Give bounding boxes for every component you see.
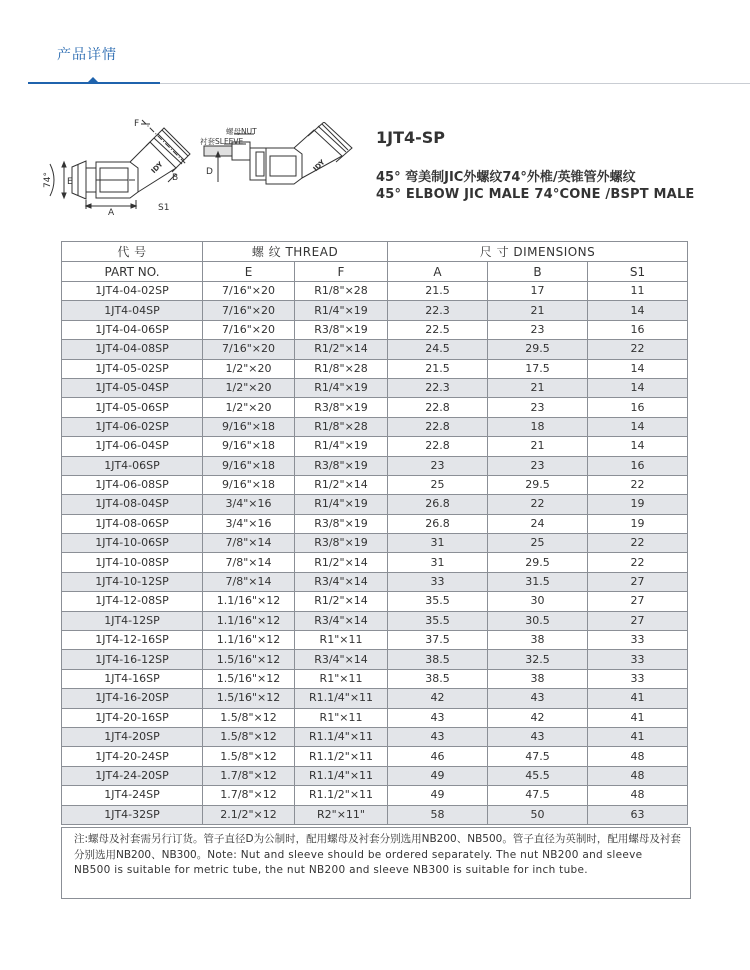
cell-dim-s1: 16	[588, 320, 688, 339]
cell-dim-s1: 63	[588, 805, 688, 824]
cell-thread-e: 1.1/16"×12	[203, 611, 295, 630]
label-a: A	[108, 208, 115, 217]
label-nut: 螺母NUT	[226, 127, 257, 136]
cell-dim-b: 21	[488, 301, 588, 320]
cell-part-no: 1JT4-05-06SP	[62, 398, 203, 417]
cell-part-no: 1JT4-12SP	[62, 611, 203, 630]
cell-thread-f: R1"×11	[295, 708, 388, 727]
table-row	[62, 592, 688, 611]
table-row	[62, 572, 688, 591]
header-a: A	[388, 262, 488, 282]
cell-dim-s1: 22	[588, 340, 688, 359]
cell-thread-e: 1.7/8"×12	[203, 786, 295, 805]
cell-dim-b: 22	[488, 495, 588, 514]
table-row	[62, 786, 688, 805]
cell-part-no: 1JT4-32SP	[62, 805, 203, 824]
cell-dim-b: 43	[488, 689, 588, 708]
cell-dim-b: 17.5	[488, 359, 588, 378]
table-row	[62, 475, 688, 494]
cell-dim-b: 23	[488, 398, 588, 417]
cell-dim-a: 43	[388, 727, 488, 746]
cell-dim-a: 38.5	[388, 650, 488, 669]
product-title-en: 45° ELBOW JIC MALE 74°CONE /BSPT MALE	[376, 187, 695, 202]
cell-thread-f: R2"×11"	[295, 805, 388, 824]
cell-dim-s1: 48	[588, 786, 688, 805]
header-part-cn: 代 号	[62, 242, 203, 262]
cell-dim-b: 21	[488, 437, 588, 456]
cell-part-no: 1JT4-04SP	[62, 301, 203, 320]
cell-thread-f: R1.1/2"×11	[295, 786, 388, 805]
cell-dim-b: 38	[488, 669, 588, 688]
cell-dim-b: 30.5	[488, 611, 588, 630]
header-dimensions: 尺 寸 DIMENSIONS	[388, 242, 688, 262]
cell-dim-a: 49	[388, 786, 488, 805]
cell-thread-f: R3/8"×19	[295, 320, 388, 339]
label-angle: 74°	[43, 172, 53, 188]
cell-thread-e: 3/4"×16	[203, 514, 295, 533]
cell-thread-e: 1.5/16"×12	[203, 689, 295, 708]
table-row	[62, 495, 688, 514]
cell-dim-a: 23	[388, 456, 488, 475]
cell-thread-e: 1.5/8"×12	[203, 708, 295, 727]
cell-thread-f: R1/4"×19	[295, 378, 388, 397]
header-thread: 螺 纹 THREAD	[203, 242, 388, 262]
note-box	[61, 827, 691, 899]
cell-dim-s1: 33	[588, 669, 688, 688]
product-title-cn: 45° 弯美制JIC外螺纹74°外椎/英锥管外螺纹	[376, 170, 636, 185]
cell-thread-f: R3/4"×14	[295, 611, 388, 630]
cell-part-no: 1JT4-04-02SP	[62, 282, 203, 301]
cell-thread-f: R1.1/2"×11	[295, 747, 388, 766]
cell-dim-a: 24.5	[388, 340, 488, 359]
cell-thread-e: 1/2"×20	[203, 398, 295, 417]
cell-thread-e: 7/8"×14	[203, 534, 295, 553]
label-mark-left: IDY	[149, 160, 165, 176]
cell-part-no: 1JT4-06-02SP	[62, 417, 203, 436]
cell-dim-a: 49	[388, 766, 488, 785]
cell-dim-a: 33	[388, 572, 488, 591]
cell-part-no: 1JT4-10-08SP	[62, 553, 203, 572]
cell-dim-a: 35.5	[388, 611, 488, 630]
label-mark-right: IDY	[311, 158, 327, 174]
cell-thread-e: 2.1/2"×12	[203, 805, 295, 824]
cell-part-no: 1JT4-24-20SP	[62, 766, 203, 785]
cell-thread-e: 7/16"×20	[203, 320, 295, 339]
cell-part-no: 1JT4-20SP	[62, 727, 203, 746]
product-code: 1JT4-SP	[376, 128, 446, 147]
cell-thread-f: R1.1/4"×11	[295, 766, 388, 785]
table-row	[62, 631, 688, 650]
note-en: Note: Nut and sleeve should be ordered separately. The nut NB200 and sleeve NB500 is suitable for metric tube, the nut NB200 and sleeve NB300 is suitable for inch tube.	[74, 848, 643, 876]
cell-thread-f: R1/2"×14	[295, 553, 388, 572]
table-row	[62, 340, 688, 359]
cell-thread-e: 9/16"×18	[203, 456, 295, 475]
table-row	[62, 301, 688, 320]
table-row	[62, 514, 688, 533]
cell-dim-a: 43	[388, 708, 488, 727]
cell-dim-s1: 16	[588, 398, 688, 417]
label-f: F	[134, 119, 140, 129]
cell-dim-b: 21	[488, 378, 588, 397]
cell-thread-e: 1.1/16"×12	[203, 631, 295, 650]
table-row	[62, 747, 688, 766]
cell-part-no: 1JT4-12-16SP	[62, 631, 203, 650]
section-title: 产品详情	[57, 47, 117, 63]
table-row	[62, 378, 688, 397]
cell-part-no: 1JT4-20-24SP	[62, 747, 203, 766]
cell-thread-f: R1/4"×19	[295, 495, 388, 514]
cell-dim-a: 22.8	[388, 417, 488, 436]
spec-table	[61, 241, 688, 825]
cell-thread-f: R1"×11	[295, 631, 388, 650]
cell-dim-b: 25	[488, 534, 588, 553]
cell-thread-e: 1.1/16"×12	[203, 592, 295, 611]
cell-dim-s1: 14	[588, 378, 688, 397]
table-row	[62, 766, 688, 785]
cell-dim-b: 29.5	[488, 553, 588, 572]
cell-dim-s1: 19	[588, 514, 688, 533]
cell-dim-a: 31	[388, 534, 488, 553]
table-row	[62, 282, 688, 301]
table-row	[62, 689, 688, 708]
cell-dim-s1: 14	[588, 437, 688, 456]
table-row	[62, 708, 688, 727]
cell-dim-s1: 27	[588, 592, 688, 611]
table-row	[62, 359, 688, 378]
label-s1: S1	[158, 203, 170, 213]
cell-dim-b: 30	[488, 592, 588, 611]
cell-dim-a: 22.8	[388, 437, 488, 456]
cell-thread-e: 1.5/8"×12	[203, 727, 295, 746]
cell-dim-a: 31	[388, 553, 488, 572]
cell-dim-b: 42	[488, 708, 588, 727]
cell-dim-b: 18	[488, 417, 588, 436]
header-e: E	[203, 262, 295, 282]
label-sleeve: 衬套SLEEVE	[200, 137, 244, 146]
cell-dim-b: 29.5	[488, 340, 588, 359]
cell-dim-b: 50	[488, 805, 588, 824]
cell-dim-b: 29.5	[488, 475, 588, 494]
cell-thread-f: R1/8"×28	[295, 359, 388, 378]
table-row	[62, 727, 688, 746]
cell-dim-b: 23	[488, 320, 588, 339]
cell-thread-e: 9/16"×18	[203, 475, 295, 494]
spec-table-body	[62, 282, 688, 825]
cell-thread-f: R3/8"×19	[295, 456, 388, 475]
cell-thread-f: R1/2"×14	[295, 592, 388, 611]
cell-dim-s1: 27	[588, 611, 688, 630]
cell-dim-b: 17	[488, 282, 588, 301]
cell-dim-b: 47.5	[488, 786, 588, 805]
cell-dim-a: 46	[388, 747, 488, 766]
cell-dim-s1: 14	[588, 417, 688, 436]
cell-dim-b: 24	[488, 514, 588, 533]
cell-dim-s1: 27	[588, 572, 688, 591]
header-f: F	[295, 262, 388, 282]
label-e: E	[67, 177, 73, 187]
cell-dim-s1: 41	[588, 708, 688, 727]
cell-dim-a: 58	[388, 805, 488, 824]
cell-part-no: 1JT4-05-02SP	[62, 359, 203, 378]
cell-part-no: 1JT4-12-08SP	[62, 592, 203, 611]
cell-thread-e: 7/16"×20	[203, 282, 295, 301]
cell-dim-s1: 33	[588, 631, 688, 650]
cell-dim-b: 47.5	[488, 747, 588, 766]
cell-dim-a: 25	[388, 475, 488, 494]
cell-thread-e: 1.5/16"×12	[203, 650, 295, 669]
cell-part-no: 1JT4-20-16SP	[62, 708, 203, 727]
cell-dim-a: 37.5	[388, 631, 488, 650]
cell-dim-s1: 14	[588, 359, 688, 378]
cell-part-no: 1JT4-10-06SP	[62, 534, 203, 553]
cell-dim-s1: 41	[588, 689, 688, 708]
label-b: B	[172, 173, 179, 183]
cell-dim-s1: 14	[588, 301, 688, 320]
cell-thread-f: R1/2"×14	[295, 475, 388, 494]
header-divider-accent	[28, 82, 160, 84]
fitting-drawing-left	[38, 112, 200, 217]
cell-dim-b: 43	[488, 727, 588, 746]
cell-thread-f: R1/2"×14	[295, 340, 388, 359]
cell-thread-f: R3/8"×19	[295, 534, 388, 553]
cell-thread-f: R3/4"×14	[295, 650, 388, 669]
cell-dim-b: 32.5	[488, 650, 588, 669]
cell-part-no: 1JT4-24SP	[62, 786, 203, 805]
cell-thread-f: R1"×11	[295, 669, 388, 688]
cell-dim-s1: 22	[588, 534, 688, 553]
cell-part-no: 1JT4-16-12SP	[62, 650, 203, 669]
cell-dim-s1: 48	[588, 747, 688, 766]
table-row	[62, 437, 688, 456]
table-row	[62, 456, 688, 475]
cell-dim-s1: 22	[588, 553, 688, 572]
cell-thread-e: 1/2"×20	[203, 378, 295, 397]
cell-thread-f: R3/8"×19	[295, 398, 388, 417]
table-row	[62, 611, 688, 630]
label-d: D	[206, 167, 213, 177]
cell-dim-a: 38.5	[388, 669, 488, 688]
cell-thread-f: R1/4"×19	[295, 437, 388, 456]
table-row	[62, 805, 688, 824]
table-row	[62, 320, 688, 339]
cell-dim-s1: 48	[588, 766, 688, 785]
cell-thread-f: R1.1/4"×11	[295, 689, 388, 708]
cell-dim-s1: 19	[588, 495, 688, 514]
cell-part-no: 1JT4-06-08SP	[62, 475, 203, 494]
cell-part-no: 1JT4-08-06SP	[62, 514, 203, 533]
cell-dim-a: 22.3	[388, 378, 488, 397]
cell-thread-f: R1/8"×28	[295, 417, 388, 436]
header-b: B	[488, 262, 588, 282]
cell-dim-s1: 41	[588, 727, 688, 746]
cell-thread-e: 3/4"×16	[203, 495, 295, 514]
table-row	[62, 553, 688, 572]
cell-thread-e: 7/16"×20	[203, 340, 295, 359]
cell-thread-e: 7/8"×14	[203, 553, 295, 572]
cell-part-no: 1JT4-16SP	[62, 669, 203, 688]
cell-dim-b: 38	[488, 631, 588, 650]
header-pointer-icon	[88, 77, 98, 82]
cell-dim-a: 35.5	[388, 592, 488, 611]
cell-part-no: 1JT4-10-12SP	[62, 572, 203, 591]
cell-part-no: 1JT4-04-06SP	[62, 320, 203, 339]
cell-thread-e: 1/2"×20	[203, 359, 295, 378]
cell-dim-a: 26.8	[388, 514, 488, 533]
cell-dim-a: 21.5	[388, 359, 488, 378]
table-row	[62, 534, 688, 553]
cell-dim-a: 22.3	[388, 301, 488, 320]
cell-dim-s1: 11	[588, 282, 688, 301]
header-s1: S1	[588, 262, 688, 282]
cell-thread-e: 1.7/8"×12	[203, 766, 295, 785]
cell-dim-s1: 33	[588, 650, 688, 669]
cell-dim-a: 42	[388, 689, 488, 708]
cell-dim-b: 23	[488, 456, 588, 475]
cell-thread-e: 9/16"×18	[203, 417, 295, 436]
header-part-no: PART NO.	[62, 262, 203, 282]
cell-dim-a: 22.8	[388, 398, 488, 417]
cell-part-no: 1JT4-06-04SP	[62, 437, 203, 456]
cell-thread-f: R3/4"×14	[295, 572, 388, 591]
cell-thread-e: 1.5/16"×12	[203, 669, 295, 688]
table-row	[62, 417, 688, 436]
cell-part-no: 1JT4-06SP	[62, 456, 203, 475]
cell-thread-e: 1.5/8"×12	[203, 747, 295, 766]
cell-part-no: 1JT4-16-20SP	[62, 689, 203, 708]
table-row	[62, 398, 688, 417]
cell-thread-f: R1/8"×28	[295, 282, 388, 301]
cell-thread-f: R3/8"×19	[295, 514, 388, 533]
cell-thread-e: 7/16"×20	[203, 301, 295, 320]
cell-dim-a: 21.5	[388, 282, 488, 301]
cell-dim-s1: 22	[588, 475, 688, 494]
cell-dim-b: 31.5	[488, 572, 588, 591]
cell-part-no: 1JT4-05-04SP	[62, 378, 203, 397]
cell-part-no: 1JT4-04-08SP	[62, 340, 203, 359]
table-row	[62, 669, 688, 688]
table-row	[62, 650, 688, 669]
cell-dim-b: 45.5	[488, 766, 588, 785]
cell-dim-s1: 16	[588, 456, 688, 475]
cell-thread-e: 9/16"×18	[203, 437, 295, 456]
cell-dim-a: 22.5	[388, 320, 488, 339]
cell-thread-f: R1.1/4"×11	[295, 727, 388, 746]
cell-part-no: 1JT4-08-04SP	[62, 495, 203, 514]
note-cn: 注:螺母及衬套需另行订货。管子直径D为公制时，配用螺母及衬套分别选用NB200、NB500。管子直径为英制时，配用螺母及衬套分别选用NB200、NB300。	[74, 833, 681, 861]
cell-dim-a: 26.8	[388, 495, 488, 514]
cell-thread-e: 7/8"×14	[203, 572, 295, 591]
cell-thread-f: R1/4"×19	[295, 301, 388, 320]
fitting-drawing-right	[196, 122, 366, 202]
